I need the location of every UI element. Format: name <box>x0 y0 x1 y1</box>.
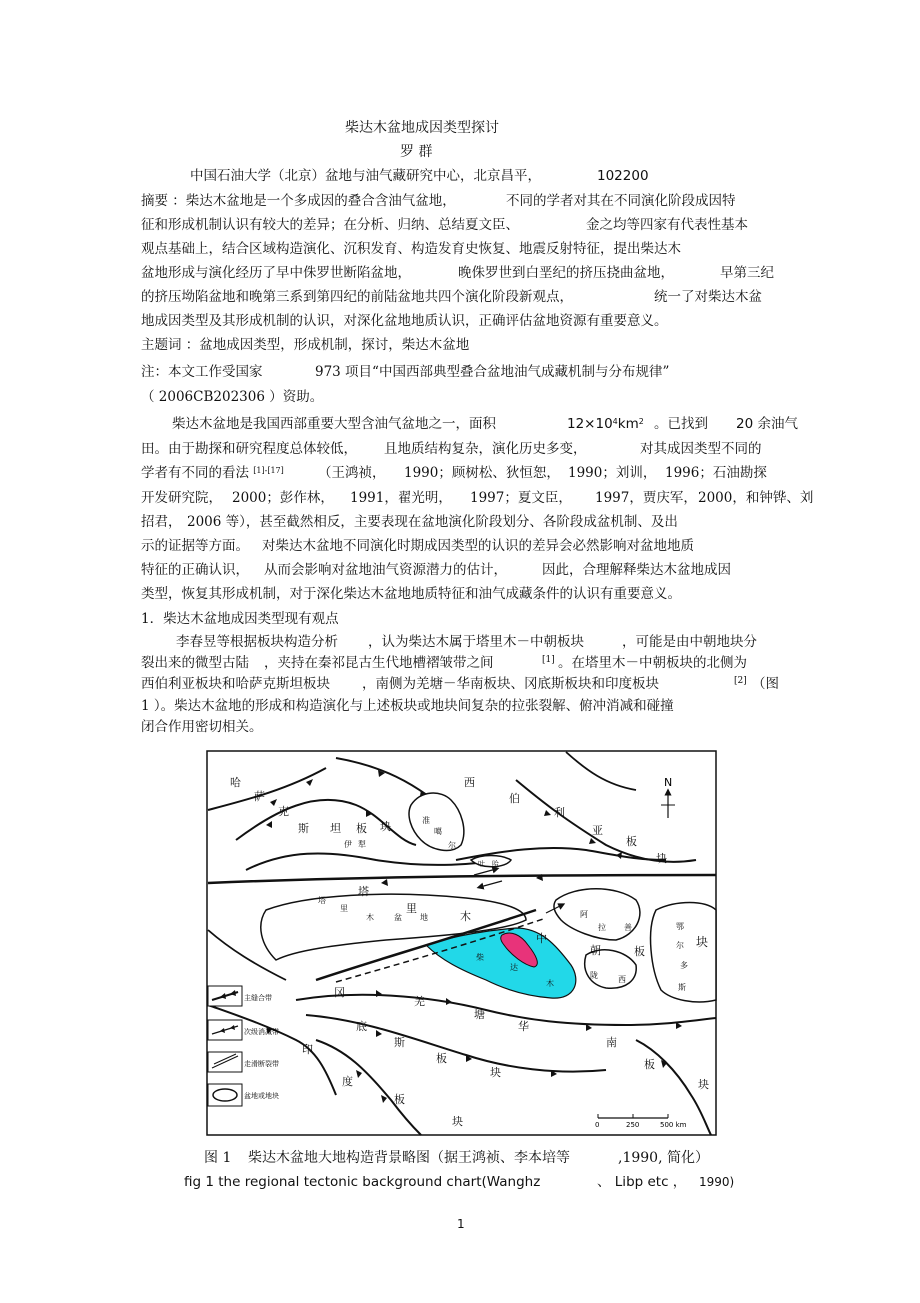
funding-note-1b: 973 项目“中国西部典型叠合盆地油气成藏机制与分布规律” <box>315 364 670 380</box>
section-1-line-3c: （图 <box>752 676 779 692</box>
intro-line-3b: （王鸿祯， <box>318 465 386 481</box>
label-li-s: 里 <box>340 904 348 913</box>
scale-250: 250 <box>626 1121 640 1129</box>
figure-caption-en-a: fig 1 the regional tectonic background chart(Wanghz <box>184 1174 541 1190</box>
intro-line-3c: 1990；顾树松、狄恒恕， <box>404 465 560 481</box>
label-e: 鄂 <box>676 922 684 931</box>
label-xi2: 西 <box>618 975 626 984</box>
label-er2: 尔 <box>676 941 684 950</box>
figure-caption-cn-a: 图 1 <box>204 1150 232 1166</box>
scale-0: 0 <box>595 1121 600 1129</box>
label-a: 阿 <box>580 910 588 919</box>
section-1-line-1c: ，可能是由中朝地块分 <box>622 634 757 650</box>
label-kuai6: 块 <box>452 1115 463 1128</box>
intro-line-8: 类型，恢复其形成机制，对于深化柴达木盆地地质特征和油气成藏条件的认识有重要意义。 <box>141 586 681 602</box>
legend-subduction: 次级消减带 <box>244 1028 279 1036</box>
keywords: 主题词 ：盆地成因类型，形成机制，探讨，柴达木盆地 <box>141 337 470 353</box>
abstract-line-3: 观点基础上，结合区域构造演化、沉积发育、构造发育史恢复、地震反射特征，提出柴达木 <box>141 241 681 257</box>
abstract-line-5b: 统一了对柴达木盆 <box>654 289 762 305</box>
intro-line-6b: 对柴达木盆地不同演化时期成因类型的认识的差异会必然影响对盆地地质 <box>262 538 694 554</box>
label-tang: 塘 <box>474 1008 485 1021</box>
section-1-heading: 1．柴达木盆地成因类型现有观点 <box>141 611 339 627</box>
intro-line-1d: 。已找到 <box>654 416 708 432</box>
intro-line-6a: 示的证据等方面。 <box>141 538 249 554</box>
label-yi: 伊 <box>344 840 352 849</box>
section-1-line-5: 闭合作用密切相关。 <box>141 719 263 735</box>
label-nan: 南 <box>606 1036 617 1049</box>
abstract-line-4c: 早第三纪 <box>720 265 774 281</box>
label-si: 斯 <box>298 822 309 835</box>
legend-basin-block: 盆地或地块 <box>244 1092 279 1100</box>
label-tu: 吐 <box>478 860 485 868</box>
label-bo: 伯 <box>509 792 520 805</box>
label-di: 底 <box>356 1020 367 1033</box>
abstract-line-4b: 晚侏罗世到白垩纪的挤压挠曲盆地， <box>458 265 674 281</box>
label-mu2: 木 <box>546 979 554 988</box>
north-label: N <box>664 776 673 789</box>
label-ge: 噶 <box>434 827 442 836</box>
funding-note-2: （ 2006CB202306 ）资助。 <box>141 389 324 405</box>
label-si3: 斯 <box>394 1036 405 1049</box>
abstract-line-1b: 不同的学者对其在不同演化阶段成因特 <box>506 193 736 209</box>
intro-line-3: 学者有不同的看法 [1]-[17] <box>141 465 284 481</box>
intro-line-5b: 2006 等），甚至截然相反，主要表现在盆地演化阶段划分、各阶段成盆机制、及出 <box>187 514 678 530</box>
intro-line-2a: 田。由于勘探和研究程度总体较低， <box>141 441 357 457</box>
intro-line-7c: 因此，合理解释柴达木盆地成因 <box>542 562 731 578</box>
intro-line-1e: 20 余油气 <box>736 416 798 432</box>
affiliation: 中国石油大学（北京）盆地与油气藏研究中心，北京昌平， <box>190 168 541 184</box>
page-number: 1 <box>457 1217 465 1231</box>
figure-caption-cn-b: 柴达木盆地大地构造背景略图（据王鸿祯、李本培等 <box>248 1150 570 1166</box>
label-shan: 善 <box>624 923 632 932</box>
section-1-line-4: 1 ）。柴达木盆地的形成和构造演化与上述板块或地块间复杂的拉张裂解、俯冲消减和碰撞 <box>141 698 674 714</box>
label-ban5: 板 <box>644 1058 655 1071</box>
label-kuai5: 块 <box>698 1078 709 1091</box>
label-tan: 坦 <box>330 822 341 835</box>
label-ban6: 板 <box>394 1093 405 1106</box>
abstract-line-2b: 金之均等四家有代表性基本 <box>586 217 748 233</box>
label-ke: 克 <box>278 805 289 818</box>
intro-line-4f: 2000，和钟铧、刘 <box>698 490 814 506</box>
label-mu-s: 木 <box>366 913 374 922</box>
intro-line-7b: 从而会影响对盆地油气资源潜力的估计， <box>264 562 507 578</box>
abstract-line-6: 地成因类型及其形成机制的认识，对深化盆地地质认识，正确评估盆地资源有重要意义。 <box>141 313 668 329</box>
section-1-line-1b: ，认为柴达木属于塔里木－中朝板块 <box>368 634 584 650</box>
funding-note-1a: 注：本文工作受国家 <box>141 364 263 380</box>
intro-line-2b: 且地质结构复杂，演化历史多变， <box>384 441 587 457</box>
author: 罗 群 <box>400 144 433 160</box>
intro-line-2c: 对其成因类型不同的 <box>640 441 762 457</box>
legend-suture: 主缝合带 <box>244 994 272 1002</box>
label-er: 尔 <box>448 841 456 850</box>
intro-line-4b: 2000；彭作林， <box>232 490 334 506</box>
intro-line-1a: 柴达木盆地是我国西部重要大型含油气盆地之一，面积 <box>172 416 496 432</box>
section-1-line-3b: ，南侧为羌塘－华南板块、冈底斯板块和印度板块 <box>362 676 659 692</box>
label-pen-s: 盆 <box>394 913 402 922</box>
label-ban2: 板 <box>626 835 637 848</box>
label-duo: 多 <box>680 961 688 970</box>
label-ya: 亚 <box>592 824 603 837</box>
label-ban4: 板 <box>436 1052 447 1065</box>
label-di-s: 地 <box>420 913 428 922</box>
label-chai: 柴 <box>476 953 484 962</box>
label-kuai3: 块 <box>696 935 709 949</box>
abstract-line-2a: 征和形成机制认识有较大的差异；在分析、归纳、总结夏文臣、 <box>141 217 519 233</box>
abstract-line-4a: 盆地形成与演化经历了早中侏罗世断陷盆地， <box>141 265 411 281</box>
label-chao: 朝 <box>590 944 601 957</box>
postcode: 102200 <box>597 168 649 184</box>
abstract-line-1a: 摘要 ：柴达木盆地是一个多成因的叠合含油气盆地， <box>141 193 456 209</box>
intro-line-3d: 1990；刘训， <box>568 465 657 481</box>
intro-area: $12\times 10^4km^2$ <box>567 416 644 432</box>
label-li-r: 犁 <box>358 840 366 849</box>
section-1-line-1a: 李春昱等根据板块构造分析 <box>176 634 338 650</box>
section-1-line-2a: 裂出来的微型古陆 <box>141 655 249 671</box>
tectonic-map-figure <box>206 750 717 1136</box>
legend-strike-slip: 走滑断裂带 <box>244 1060 279 1068</box>
section-1-citation-1: [1] <box>542 655 555 665</box>
label-li2: 里 <box>406 902 417 915</box>
intro-line-4c: 1991，翟光明， <box>350 490 452 506</box>
intro-line-5a: 招君， <box>141 514 182 530</box>
label-kuai4: 块 <box>490 1066 501 1079</box>
label-li: 利 <box>554 806 565 819</box>
figure-caption-cn-c: ,1990, 简化） <box>618 1150 709 1166</box>
section-1-line-3a: 西伯利亚板块和哈萨克斯坦板块 <box>141 676 330 692</box>
label-xi: 西 <box>464 776 475 789</box>
paper-title: 柴达木盆地成因类型探讨 <box>345 120 499 136</box>
section-1-line-2c: 。在塔里木－中朝板块的北侧为 <box>558 655 747 671</box>
label-zhun: 准 <box>422 816 430 825</box>
label-du: 度 <box>342 1075 353 1088</box>
label-ban3: 板 <box>634 945 645 958</box>
label-long: 陇 <box>590 971 598 980</box>
figure-caption-en-b: 、 Libp etc ， <box>597 1174 687 1190</box>
label-yin: 印 <box>302 1043 313 1056</box>
intro-line-4a: 开发研究院， <box>141 490 222 506</box>
label-ta: 塔 <box>358 885 369 898</box>
intro-line-4d: 1997；夏文臣， <box>470 490 572 506</box>
label-kuai2: 块 <box>656 852 667 865</box>
label-ta-s: 塔 <box>318 896 326 905</box>
label-mu: 木 <box>460 910 471 923</box>
label-qiang: 羌 <box>414 995 425 1008</box>
label-zhong: 中 <box>536 932 547 945</box>
label-sa: 萨 <box>254 790 265 803</box>
intro-line-4e: 1997，贾庆军， <box>595 490 697 506</box>
label-ha2: 哈 <box>492 860 499 868</box>
label-si2: 斯 <box>678 983 686 992</box>
section-1-line-2b: ，夹持在秦祁昆古生代地槽褶皱带之间 <box>264 655 494 671</box>
abstract-line-5a: 的挤压坳陷盆地和晚第三系到第四纪的前陆盆地共四个演化阶段新观点， <box>141 289 573 305</box>
section-1-citation-2: [2] <box>734 676 747 686</box>
intro-line-7a: 特征的正确认识， <box>141 562 249 578</box>
intro-line-3e: 1996；石油勘探 <box>665 465 767 481</box>
label-ha: 哈 <box>230 776 241 789</box>
label-ban1: 板 <box>356 822 367 835</box>
scale-500: 500 km <box>660 1121 687 1129</box>
label-gang: 冈 <box>334 986 345 999</box>
label-hua: 华 <box>518 1020 529 1033</box>
figure-caption-en-c: 1990) <box>699 1175 735 1189</box>
label-la: 拉 <box>598 923 606 932</box>
label-da: 达 <box>510 963 518 972</box>
label-kuai1: 块 <box>380 820 391 833</box>
